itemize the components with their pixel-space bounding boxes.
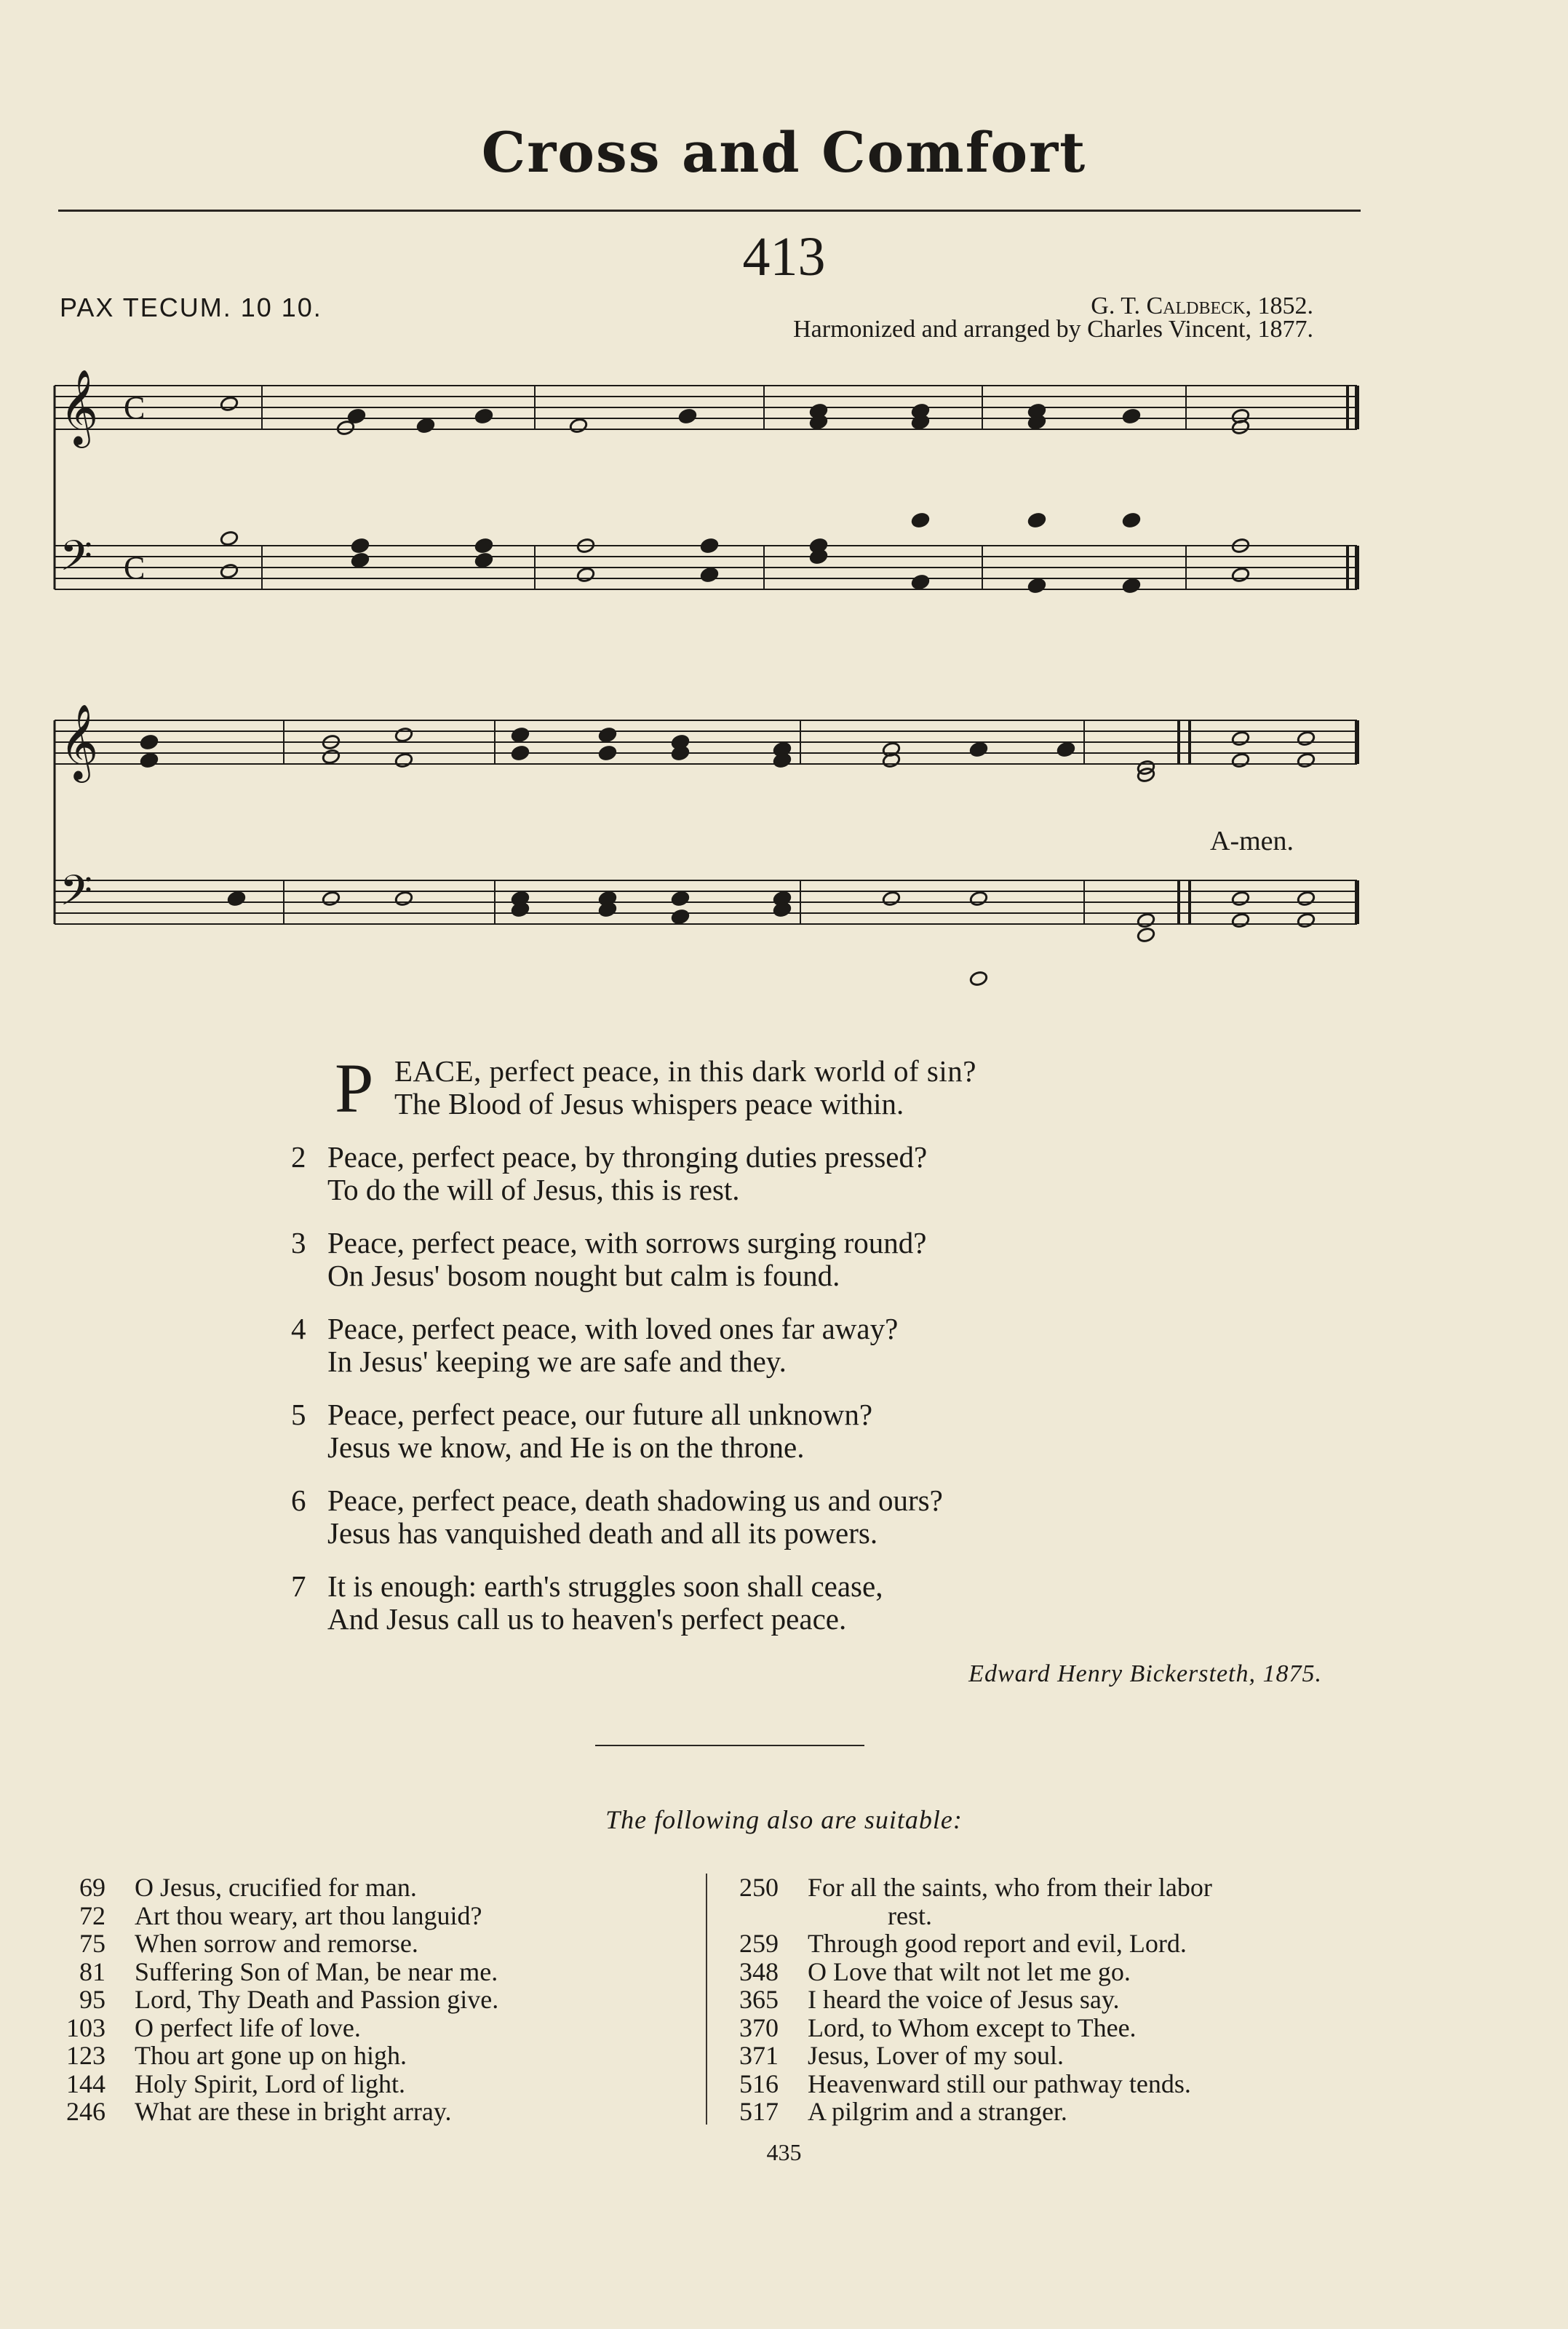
verse-number: 5 (291, 1398, 306, 1431)
note-head (1231, 730, 1250, 747)
note-head (322, 891, 341, 907)
verse-line: The Blood of Jesus whispers peace within. (394, 1087, 904, 1120)
hymn-ref-title: What are these in bright array. (135, 2097, 452, 2126)
verse-5 (291, 1398, 1382, 1464)
suitable-hymn-row (29, 2042, 498, 2070)
note-head (1027, 578, 1046, 594)
note-head (911, 574, 930, 591)
hymn-ref-title: Through good report and evil, Lord. (808, 1929, 1187, 1958)
note-head (1122, 578, 1141, 594)
note-head (1137, 927, 1155, 944)
note-head (671, 909, 690, 925)
note-head (227, 891, 246, 907)
hymn-ref-title: Jesus, Lover of my soul. (808, 2041, 1064, 2070)
hymn-ref-title: Art thou weary, art thou languid? (135, 1900, 482, 1930)
time-signature: C (124, 550, 146, 586)
note-head (220, 396, 239, 413)
hymn-ref-number: 144 (66, 2069, 106, 2098)
suitable-hymn-row (29, 1930, 498, 1958)
hymn-ref-number: 348 (739, 1956, 779, 1986)
suitable-hymn-row (720, 2014, 1212, 2042)
suitable-hymn-row (720, 2042, 1212, 2070)
verse-line: Jesus has vanquished death and all its powers. (327, 1516, 878, 1550)
note-head (140, 734, 159, 751)
note-head (1027, 512, 1046, 529)
hymn-ref-title: I heard the voice of Jesus say. (808, 1985, 1120, 2014)
note-head (700, 567, 719, 584)
hymn-ref-number: 516 (739, 2069, 779, 2098)
note-head (569, 418, 588, 434)
hymn-ref-title: Lord, Thy Death and Passion give. (135, 1985, 499, 2014)
verse-3 (291, 1227, 1382, 1292)
treble-clef: 𝄞 (60, 369, 99, 445)
verse-number: 4 (291, 1312, 306, 1345)
suitable-hymn-row (29, 1874, 498, 1902)
note-head (576, 567, 595, 584)
hymn-ref-title: O perfect life of love. (135, 2013, 361, 2042)
note-head (598, 727, 617, 744)
hymn-ref-title: Heavenward still our pathway tends. (808, 2069, 1191, 2098)
note-head (474, 408, 493, 425)
verse-number: 3 (291, 1226, 306, 1259)
hymn-ref-number: 103 (66, 2013, 106, 2042)
verse-number: 6 (291, 1484, 306, 1517)
bass-clef: 𝄢 (60, 531, 93, 591)
bass-clef: 𝄢 (60, 866, 93, 925)
section-title: Cross and Comfort (481, 120, 1087, 185)
note-head (511, 745, 530, 762)
note-head (140, 752, 159, 769)
hymn-ref-title: Lord, to Whom except to Thee. (808, 2013, 1137, 2042)
suitable-hymn-row (29, 1986, 498, 2014)
note-head (969, 741, 988, 758)
verse-6 (291, 1484, 1382, 1550)
note-head (700, 538, 719, 554)
hymn-ref-title: For all the saints, who from their labor (808, 1873, 1212, 1902)
hymn-ref-number: 95 (79, 1985, 106, 2014)
hymn-ref-title: O Love that wilt not let me go. (808, 1956, 1131, 1986)
drop-cap: P (335, 1049, 374, 1127)
hymn-ref-number: 81 (79, 1956, 106, 1986)
suitable-hymn-row (720, 2098, 1212, 2126)
suitable-hymn-row (720, 1930, 1212, 1958)
note-head (394, 727, 413, 744)
note-head (474, 552, 493, 569)
note-head (678, 408, 697, 425)
author-credit: G. T. Caldbeck, 1852. (1091, 292, 1313, 319)
note-head (1297, 752, 1316, 769)
hymn-number: 413 (742, 226, 826, 287)
hymn-ref-title-continued: rest. (888, 1900, 932, 1930)
note-head (969, 971, 988, 987)
note-head (969, 891, 988, 907)
hymn-ref-title: When sorrow and remorse. (135, 1929, 418, 1958)
suitable-hymn-row (720, 1958, 1212, 1986)
suitable-hymn-row (720, 1986, 1212, 2014)
verse-1 (291, 1049, 1382, 1127)
suitable-hymn-row (29, 2014, 498, 2042)
note-head (351, 552, 370, 569)
note-head (1137, 912, 1155, 929)
hymn-ref-title: Thou art gone up on high. (135, 2041, 407, 2070)
note-head (882, 891, 901, 907)
suitable-hymn-row (720, 2070, 1212, 2098)
hymn-ref-number: 371 (739, 2041, 779, 2070)
hymn-ref-number: 370 (739, 2013, 779, 2042)
note-head (220, 563, 239, 580)
note-head (416, 418, 435, 434)
note-head (474, 538, 493, 554)
treble-clef: 𝄞 (60, 704, 99, 780)
text-author: Edward Henry Bickersteth, 1875. (968, 1660, 1322, 1687)
note-head (1122, 408, 1141, 425)
hymn-ref-number: 75 (79, 1929, 106, 1958)
note-head (671, 891, 690, 907)
suitable-hymn-row (720, 1874, 1212, 1902)
suitable-heading: The following also are suitable: (605, 1805, 963, 1834)
note-head (351, 538, 370, 554)
hymn-ref-number: 246 (66, 2097, 106, 2126)
verse-4 (291, 1313, 1382, 1378)
verse-number: 7 (291, 1569, 306, 1603)
music-score (44, 364, 1375, 1019)
hymn-ref-number: 72 (79, 1900, 106, 1930)
title-rule (58, 210, 1361, 212)
verse-line: Peace, perfect peace, by thronging duties pressed? (327, 1140, 928, 1174)
note-head (1231, 567, 1250, 584)
suitable-hymn-row (29, 2098, 498, 2126)
verses (291, 1049, 1382, 1656)
verse-line: On Jesus' bosom nought but calm is found. (327, 1259, 840, 1292)
suitable-list-right (720, 1874, 1212, 2126)
note-head (911, 512, 930, 529)
verse-line: Peace, perfect peace, with loved ones far away? (327, 1312, 899, 1345)
note-head (1297, 891, 1316, 907)
note-head (322, 749, 341, 765)
suitable-hymn-row (29, 1958, 498, 1986)
hymn-ref-title: A pilgrim and a stranger. (808, 2097, 1067, 2126)
note-head (1122, 512, 1141, 529)
time-signature: C (124, 390, 146, 426)
verse-number: 2 (291, 1140, 306, 1174)
note-head (220, 530, 239, 547)
verse-line: In Jesus' keeping we are safe and they. (327, 1345, 787, 1378)
suitable-hymn-row (29, 1902, 498, 1930)
divider (595, 1745, 864, 1746)
verse-line: Jesus we know, and He is on the throne. (327, 1430, 805, 1464)
suitable-list-left (29, 1874, 498, 2126)
note-head (1231, 891, 1250, 907)
verse-2 (291, 1141, 1382, 1206)
verse-7 (291, 1570, 1382, 1636)
note-head (394, 891, 413, 907)
column-rule (706, 1874, 707, 2125)
note-head (1231, 752, 1250, 769)
hymn-ref-number: 365 (739, 1985, 779, 2014)
note-head (598, 745, 617, 762)
hymn-ref-title: Holy Spirit, Lord of light. (135, 2069, 405, 2098)
hymn-ref-number: 123 (66, 2041, 106, 2070)
verse-line: It is enough: earth's struggles soon shall cease, (327, 1569, 883, 1603)
arranger-credit: Harmonized and arranged by Charles Vincent, 1877. (793, 316, 1313, 343)
hymn-ref-title: Suffering Son of Man, be near me. (135, 1956, 498, 1986)
hymn-ref-number: 517 (739, 2097, 779, 2126)
verse-line: Peace, perfect peace, our future all unknown? (327, 1398, 873, 1431)
amen-label: A-men. (1210, 826, 1294, 856)
verse-line: Peace, perfect peace, with sorrows surging round? (327, 1226, 927, 1259)
hymn-ref-number: 250 (739, 1873, 779, 1902)
note-head (511, 727, 530, 744)
verse-line: EACE, perfect peace, in this dark world of sin? (394, 1054, 976, 1088)
hymn-ref-number: 69 (79, 1873, 106, 1902)
note-head (1231, 912, 1250, 929)
tune-name: PAX TECUM. 10 10. (60, 292, 322, 322)
note-head (394, 752, 413, 769)
verse-line: Peace, perfect peace, death shadowing us and ours? (327, 1484, 943, 1517)
hymn-ref-title: O Jesus, crucified for man. (135, 1873, 417, 1902)
verse-line: And Jesus call us to heaven's perfect peace. (327, 1602, 847, 1636)
page-number: 435 (766, 2139, 802, 2165)
note-head (1297, 912, 1316, 929)
suitable-hymn-row (29, 2070, 498, 2098)
hymn-ref-number: 259 (739, 1929, 779, 1958)
note-head (1297, 730, 1316, 747)
verse-line: To do the will of Jesus, this is rest. (327, 1173, 740, 1206)
note-head (1056, 741, 1075, 758)
